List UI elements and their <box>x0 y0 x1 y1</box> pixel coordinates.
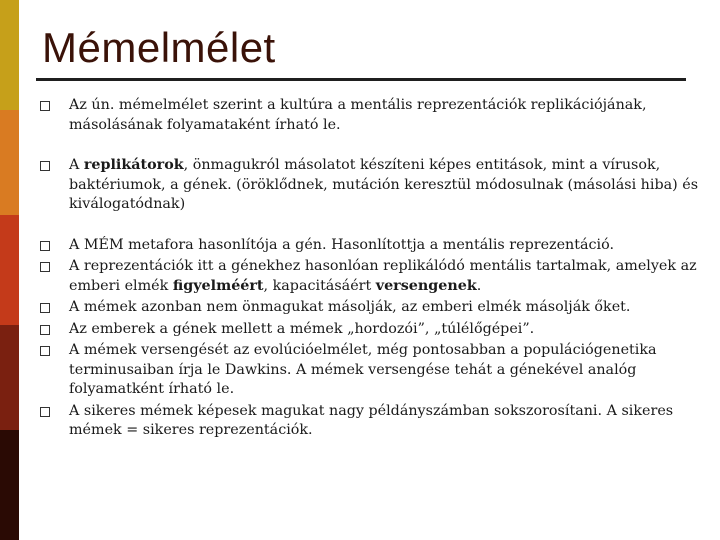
text-run: A <box>69 157 84 173</box>
bullet-line <box>69 195 700 215</box>
text-run: A reprezentációk itt a génekhez hasonlóan replikálódó mentális tartalmak, amelyek az <box>69 258 697 274</box>
text-run: Az emberek a gének mellett a mémek „hordozói”, „túlélőgépei”. <box>69 320 535 337</box>
decorative-side-bar <box>0 0 19 540</box>
text-run: mémek = sikeres reprezentációk. <box>69 422 313 438</box>
bullet-line <box>69 421 700 441</box>
bullet-item <box>40 402 700 441</box>
side-bar-segment <box>0 0 19 110</box>
text-run: , kapacitásáért <box>263 277 376 294</box>
side-bar-segment <box>0 215 19 325</box>
bullet-item <box>40 320 700 340</box>
bullet-line <box>69 236 700 256</box>
title-divider <box>36 78 686 81</box>
bullet-line <box>69 277 700 297</box>
bullet-line <box>69 361 700 381</box>
text-run: A sikeres mémek képesek magukat nagy példányszámban sokszorosítani. A sikeres <box>69 402 674 419</box>
bullet-square-icon <box>40 325 50 335</box>
text-run: . <box>476 277 482 294</box>
bullet-line <box>69 116 700 136</box>
bullet-line <box>69 257 700 277</box>
bullet-line <box>69 156 700 176</box>
text-run: emberi elmék <box>69 277 173 294</box>
bullet-line <box>69 320 700 340</box>
text-run: Az ún. mémelmélet szerint a kultúra a mentális reprezentációk replikációjának, <box>69 97 647 113</box>
text-run: baktériumok, a gének. (öröklődnek, mutáción keresztül módosulnak (másolási hiba) és <box>69 176 699 193</box>
bold-term: replikátorok <box>83 157 184 173</box>
side-bar-segment <box>0 110 19 215</box>
bullet-square-icon <box>40 262 50 272</box>
side-bar-segment <box>0 430 19 540</box>
text-run: A MÉM metafora hasonlítója a gén. Hasonlítottja a mentális reprezentáció. <box>69 236 614 253</box>
text-run: kiválogatódnak) <box>69 196 186 212</box>
bullet-line <box>69 402 700 422</box>
text-run: másolásának folyamataként írható le. <box>69 116 341 133</box>
bullet-item <box>40 298 700 318</box>
bold-term: versengenek <box>375 277 477 294</box>
bullet-item <box>40 236 700 256</box>
bullet-item <box>40 341 700 400</box>
bullet-square-icon <box>40 346 50 356</box>
bullet-line <box>69 341 700 361</box>
side-bar-segment <box>0 325 19 430</box>
bullet-item <box>40 257 700 296</box>
bullet-line <box>69 298 700 318</box>
bullet-square-icon <box>40 161 50 171</box>
text-run: A mémek versengését az evolúcióelmélet, még pontosabban a populációgenetika <box>69 342 657 358</box>
bullet-line <box>69 176 700 196</box>
bullet-square-icon <box>40 101 50 111</box>
bullet-list <box>40 96 700 441</box>
bullet-square-icon <box>40 303 50 313</box>
bullet-line <box>69 380 700 400</box>
text-run: , önmagukról másolatot készíteni képes entitások, mint a vírusok, <box>183 157 661 173</box>
text-run: A mémek azonban nem önmagukat másolják, az emberi elmék másolják őket. <box>69 299 631 315</box>
text-run: folyamatként írható le. <box>69 381 235 397</box>
text-run: terminusaiban írja le Dawkins. A mémek versengése tehát a génekével analóg <box>69 361 637 378</box>
slide-title: Mémelmélet <box>42 24 276 71</box>
bold-term: figyelméért <box>172 277 264 294</box>
bullet-square-icon <box>40 407 50 417</box>
bullet-square-icon <box>40 241 50 251</box>
bullet-line <box>69 96 700 116</box>
bullet-item <box>40 156 700 215</box>
bullet-item <box>40 96 700 135</box>
